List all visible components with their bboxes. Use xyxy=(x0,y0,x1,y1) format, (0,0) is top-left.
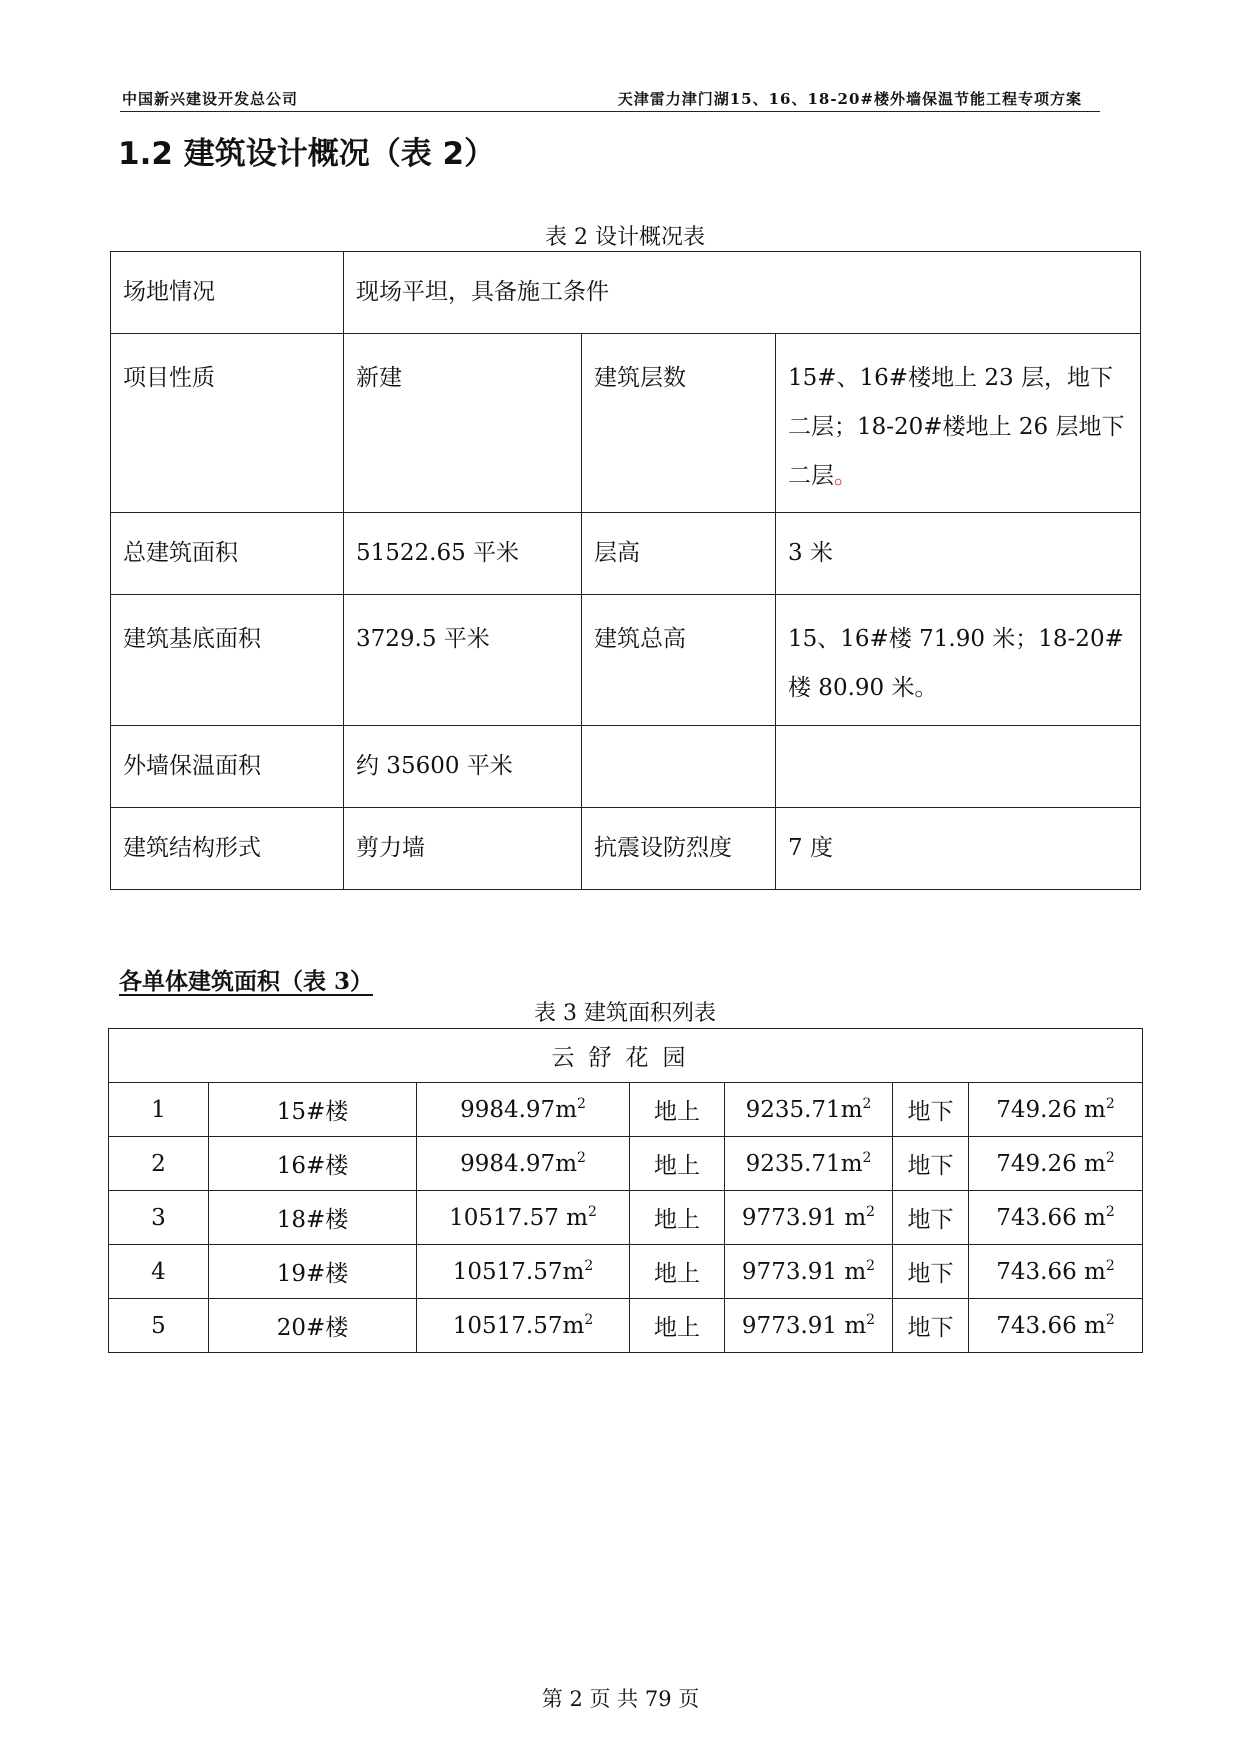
cell-building: 16#楼 xyxy=(209,1137,417,1191)
total-area-value: 51522.65 平米 xyxy=(344,513,582,595)
unit-superscript: 2 xyxy=(862,1095,872,1112)
empty-cell xyxy=(582,726,776,808)
unit-superscript: 2 xyxy=(577,1095,586,1112)
table3-caption: 表 3 建筑面积列表 xyxy=(534,1001,716,1026)
cell-above: $9235.71m^2$ xyxy=(725,1083,893,1137)
table-row xyxy=(111,726,1141,808)
design-overview-table xyxy=(110,251,1141,890)
table-body xyxy=(109,1083,1143,1353)
cell-no: 4 xyxy=(109,1245,209,1299)
table-row xyxy=(109,1245,1143,1299)
cell-above: 9773.91 $m^2$ xyxy=(725,1245,893,1299)
total-height-label: 建筑总高 xyxy=(582,595,776,726)
cell-no: 1 xyxy=(109,1083,209,1137)
project-title: 天津雷力津门湖15、16、18-20#楼外墙保温节能工程专项方案 xyxy=(617,90,1082,108)
seismic-label: 抗震设防烈度 xyxy=(582,808,776,890)
cell-above: 9773.91 $m^2$ xyxy=(725,1191,893,1245)
floors-label: 建筑层数 xyxy=(582,334,776,513)
unit-superscript: 2 xyxy=(584,1311,594,1328)
unit-superscript: 2 xyxy=(1105,1257,1115,1274)
cell-building: 15#楼 xyxy=(209,1083,417,1137)
cell-above-label: 地上 xyxy=(630,1083,725,1137)
structure-value: 剪力墙 xyxy=(344,808,582,890)
table-row xyxy=(111,513,1141,595)
cell-below: 743.66 $m^2$ xyxy=(969,1245,1143,1299)
empty-cell xyxy=(776,726,1141,808)
cell-building: 20#楼 xyxy=(209,1299,417,1353)
cell-below-label: 地下 xyxy=(893,1245,969,1299)
cell-building: 19#楼 xyxy=(209,1245,417,1299)
building-area-table xyxy=(108,1028,1143,1353)
floors-end-mark: 。 xyxy=(834,463,857,489)
cell-below-label: 地下 xyxy=(893,1137,969,1191)
unit-superscript: 2 xyxy=(584,1257,594,1274)
company-name: 中国新兴建设开发总公司 xyxy=(122,90,299,108)
cell-no: 5 xyxy=(109,1299,209,1353)
unit-superscript: 2 xyxy=(862,1149,872,1166)
cell-above-label: 地上 xyxy=(630,1191,725,1245)
table-row xyxy=(111,334,1141,513)
cell-below: 743.66 $m^2$ xyxy=(969,1191,1143,1245)
cell-total: $10517.57m^2$ xyxy=(417,1245,630,1299)
table-row xyxy=(111,252,1141,334)
site-value: 现场平坦，具备施工条件 xyxy=(344,252,1141,334)
base-area-value: 3729.5 平米 xyxy=(344,595,582,726)
floors-value xyxy=(776,334,1141,513)
floor-height-label: 层高 xyxy=(582,513,776,595)
cell-total: $10517.57m^2$ xyxy=(417,1299,630,1353)
structure-label: 建筑结构形式 xyxy=(111,808,344,890)
table-row xyxy=(111,595,1141,726)
unit-superscript: 2 xyxy=(587,1203,597,1220)
unit-superscript: 2 xyxy=(1105,1203,1115,1220)
cell-above: $9235.71m^2$ xyxy=(725,1137,893,1191)
unit-superscript: 2 xyxy=(1105,1149,1115,1166)
unit-superscript: 2 xyxy=(866,1257,876,1274)
site-label: 场地情况 xyxy=(111,252,344,334)
cell-no: 3 xyxy=(109,1191,209,1245)
table-row xyxy=(109,1191,1143,1245)
cell-below-label: 地下 xyxy=(893,1191,969,1245)
total-area-label: 总建筑面积 xyxy=(111,513,344,595)
cell-above-label: 地上 xyxy=(630,1245,725,1299)
insulation-label: 外墙保温面积 xyxy=(111,726,344,808)
cell-above: 9773.91 $m^2$ xyxy=(725,1299,893,1353)
cell-below-label: 地下 xyxy=(893,1083,969,1137)
unit-superscript: 2 xyxy=(866,1311,876,1328)
cell-below: 749.26 $m^2$ xyxy=(969,1137,1143,1191)
cell-below: 749.26 $m^2$ xyxy=(969,1083,1143,1137)
table-row xyxy=(109,1299,1143,1353)
table-row xyxy=(109,1137,1143,1191)
table2-caption: 表 2 设计概况表 xyxy=(545,225,705,250)
nature-label: 项目性质 xyxy=(111,334,344,513)
subsection-title: 各单体建筑面积（表 3） xyxy=(119,968,374,995)
cell-below-label: 地下 xyxy=(893,1299,969,1353)
cell-above-label: 地上 xyxy=(630,1137,725,1191)
page-footer: 第 2 页 共 79 页 xyxy=(541,1687,700,1711)
cell-above-label: 地上 xyxy=(630,1299,725,1353)
floor-height-value: 3 米 xyxy=(776,513,1141,595)
cell-no: 2 xyxy=(109,1137,209,1191)
unit-superscript: 2 xyxy=(866,1203,876,1220)
unit-superscript: 2 xyxy=(1105,1311,1115,1328)
unit-superscript: 2 xyxy=(1105,1095,1115,1112)
group-name: 云舒花园 xyxy=(109,1029,1143,1083)
nature-value: 新建 xyxy=(344,334,582,513)
insulation-value: 约 35600 平米 xyxy=(344,726,582,808)
total-height-value: 15、16#楼 71.90 米；18-20#楼 80.90 米。 xyxy=(776,595,1141,726)
table-row xyxy=(109,1083,1143,1137)
cell-below: 743.66 $m^2$ xyxy=(969,1299,1143,1353)
seismic-value: 7 度 xyxy=(776,808,1141,890)
page-header xyxy=(120,84,1100,108)
cell-building: 18#楼 xyxy=(209,1191,417,1245)
table-row xyxy=(111,808,1141,890)
cell-total: 10517.57 $m^2$ xyxy=(417,1191,630,1245)
section-title: 1.2 建筑设计概况（表 2） xyxy=(118,136,496,172)
unit-superscript: 2 xyxy=(577,1149,586,1166)
cell-total: $9984.97m^2$ xyxy=(417,1137,630,1191)
base-area-label: 建筑基底面积 xyxy=(111,595,344,726)
table-group-row xyxy=(109,1029,1143,1083)
cell-total: $9984.97m^2$ xyxy=(417,1083,630,1137)
floors-text: 15#、16#楼地上 23 层，地下二层；18-20#楼地上 26 层地下二层 xyxy=(788,365,1125,489)
header-rule xyxy=(120,111,1100,112)
